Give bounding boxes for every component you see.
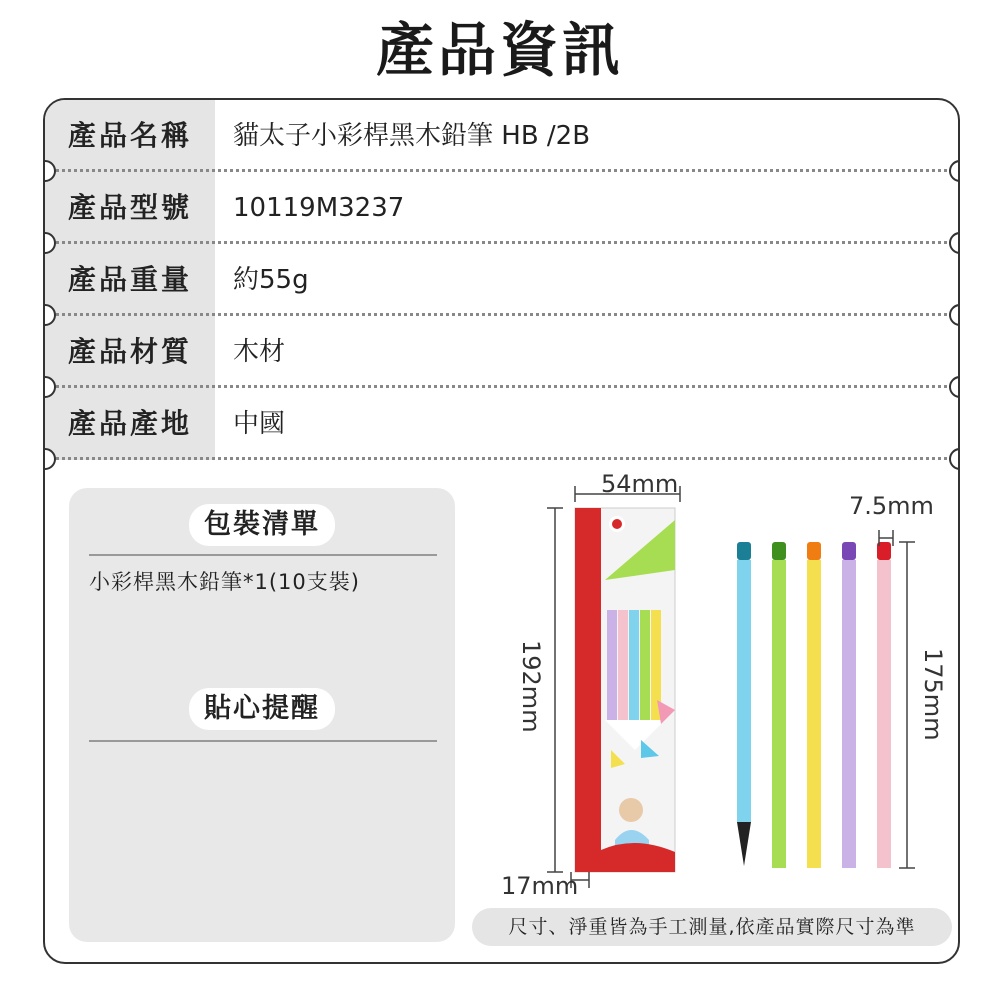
pencil-body	[877, 560, 891, 868]
pencil-diameter-label: 7.5mm	[849, 492, 934, 520]
package-list-title: 包裝清單	[189, 504, 335, 546]
spec-value: 約55g	[233, 265, 309, 295]
pencil-cap	[737, 542, 751, 560]
pencil-tip	[737, 822, 751, 866]
disclaimer-note: 尺寸、淨重皆為手工測量,依產品實際尺寸為準	[472, 908, 952, 946]
pencil-cap	[842, 542, 856, 560]
spec-label: 產品名稱	[45, 100, 215, 172]
spec-value: 中國	[233, 409, 286, 439]
product-illustration	[45, 100, 958, 962]
spec-label: 產品材質	[45, 316, 215, 388]
pencil-body	[842, 560, 856, 868]
pencil-cap	[807, 542, 821, 560]
box-depth-label: 17mm	[501, 872, 579, 900]
pencil-body	[772, 560, 786, 868]
box-width-label: 54mm	[601, 470, 679, 498]
spec-label: 產品型號	[45, 172, 215, 244]
box-height-label: 192mm	[517, 640, 545, 733]
spec-value: 10119M3237	[233, 193, 405, 223]
pencil-set	[737, 542, 891, 868]
pencil-body	[737, 560, 751, 822]
spec-label: 產品重量	[45, 244, 215, 316]
page-title: 產品資訊	[375, 16, 624, 84]
pencil-box	[575, 508, 675, 872]
reminder-title: 貼心提醒	[189, 688, 335, 730]
pencil-body	[807, 560, 821, 868]
pencil-cap	[772, 542, 786, 560]
pencil-length-label: 175mm	[919, 648, 947, 741]
package-contents: 小彩桿黑木鉛筆*1(10支裝)	[89, 570, 360, 594]
spec-value: 木材	[233, 337, 286, 367]
spec-label: 產品產地	[45, 388, 215, 460]
spec-value: 貓太子小彩桿黑木鉛筆 HB /2B	[233, 121, 591, 151]
product-info-frame	[43, 98, 960, 964]
